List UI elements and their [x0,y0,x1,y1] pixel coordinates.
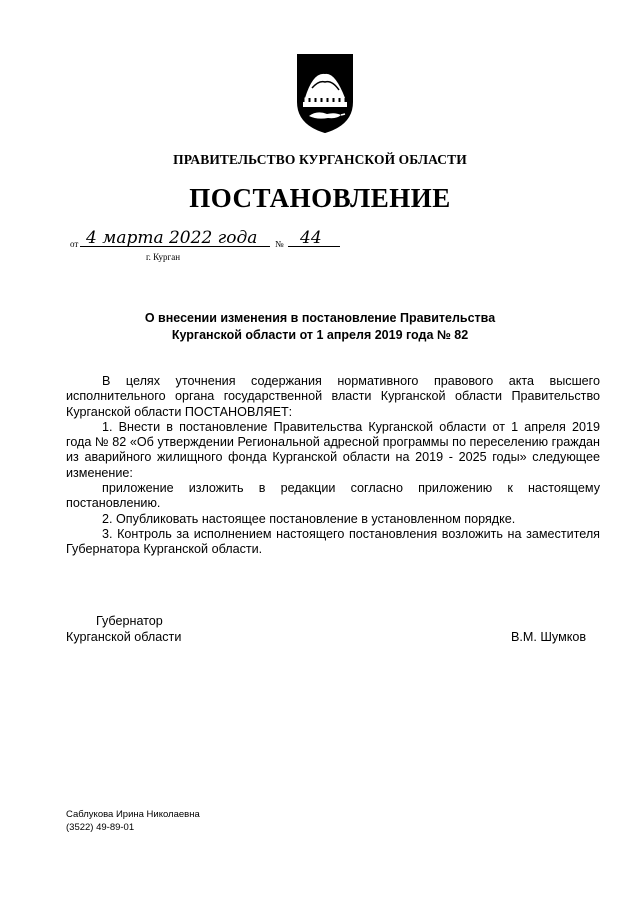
number-underline [288,246,340,247]
number-prefix: № [275,239,284,249]
body-paragraph: 3. Контроль за исполнением настоящего постановления возложить на заместителя Губернатора Курганской области. [66,526,600,557]
executor-info [66,808,200,834]
body-paragraph: приложение изложить в редакции согласно приложению к настоящему постановлению. [66,481,600,511]
handwritten-number: 44 [300,228,322,248]
date-prefix: от [70,239,79,249]
body-paragraph: 1. Внести в постановление Правительства Курганской области от 1 апреля 2019 года № 82 «Об утверждении Региональной адресной программы по переселению граждан из аварийного жилищного фонда Курганской области на 2019 - 2025 годы» следующее изменение: [66,419,600,480]
government-name: ПРАВИТЕЛЬСТВО КУРГАНСКОЙ ОБЛАСТИ [173,152,467,167]
executor-name: Саблукова Ирина Николаевна [66,809,200,820]
signature-title-line-2: Курганской области [66,630,182,644]
city-name: г. Курган [146,252,181,262]
handwritten-date: 4 марта 2022 года [86,228,258,248]
document-body [66,374,600,558]
body-paragraph: 2. Опубликовать настоящее постановление в установленном порядке. [102,511,516,526]
document-subject [80,310,560,344]
document-type-title: ПОСТАНОВЛЕНИЕ [189,183,451,213]
subject-line-2: Курганской области от 1 апреля 2019 года № 82 [171,328,469,342]
executor-phone: (3522) 49-89-01 [66,822,135,833]
kurgan-coat-of-arms-icon [295,52,355,134]
signature-title-line-1: Губернатор [96,614,163,628]
body-paragraph: В целях уточнения содержания нормативного правового акта высшего исполнительного органа государственной власти Курганской области Правительство Курганской области ПОСТАНОВЛЯЕТ: [66,374,600,419]
subject-line-1: О внесении изменения в постановление Правительства [144,311,496,325]
date-underline [80,246,270,247]
date-number-line [68,228,368,264]
signature-name: В.М. Шумков [511,630,587,644]
